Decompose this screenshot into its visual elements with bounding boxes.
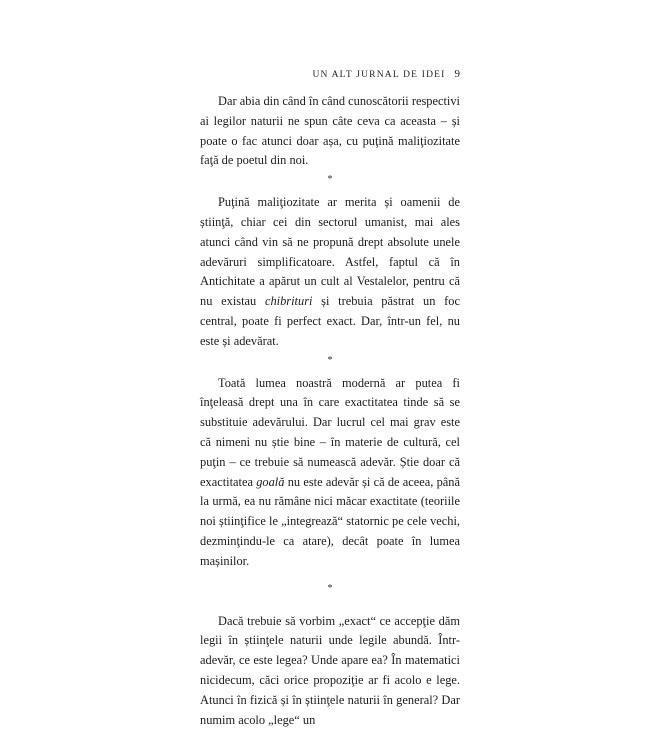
emphasis-goala: goală [256,474,285,489]
section-separator: * [327,174,333,186]
paragraph-4: Dacă trebuie să vorbim „exact“ ce accepţie dăm legii în știinţele naturii unde legile abundă. Într-adevăr, ce este legea? Unde apare ea? În matematici nicidecum, căci orice propoziţie ar fi acolo e lege. Atunci în fizică și în știinţele naturii în general? Dar numim acolo „lege“ un [200,613,460,727]
running-head [312,68,460,80]
paragraph-3-text-after: nu este adevăr și că de aceea, până la urmă, ea nu rămâne nici măcar exactitate (teoriile noi știinţifice le „integrează“ statornic pe cele vechi, dezminţindu-le ca atare), decât poate în lumea mașinilor. [200,474,461,568]
paragraph-3-text-before: Toată lumea noastră modernă ar putea fi înţeleasă drept una în care exactitatea tinde să se substituie adevărului. Dar lucrul cel mai grav este că nimeni nu știe bine – în materie de cultură, cel puţin – ce trebuie să numească adevăr. Știe doar că exactitatea [200,375,460,489]
section-separator: * [327,582,333,594]
body-text [200,92,460,730]
page-number: 9 [454,68,460,80]
emphasis-chibrituri: chibrituri [264,294,313,309]
paragraph-1: Dar abia din când în când cunoscătorii respectivi ai legilor naturii ne spun câte ceva ca aceasta – și poate o fac atunci doar așa, cu puţină maliţiozitate faţă de poetul din noi. [200,94,460,168]
paragraph-2-text-after: și trebuia păstrat un foc central, poate fi perfect exact. Dar, într-un fel, nu este și adevărat. [200,294,460,348]
running-title: UN ALT JURNAL DE IDEI [312,70,446,80]
paragraph-2-text-before: Puţină maliţiozitate ar merita și oamenii de știinţă, chiar cei din sectorul umanist, mai ales atunci când vin să ne propună drept absolute unele adevăruri simplificatoare. Astfel, faptul că în Antichitate a apărut un cult al Vestalelor, pentru că nu existau [200,195,460,309]
section-separator: * [327,354,333,366]
paragraph-2 [200,193,460,351]
paragraph-3 [200,374,460,572]
